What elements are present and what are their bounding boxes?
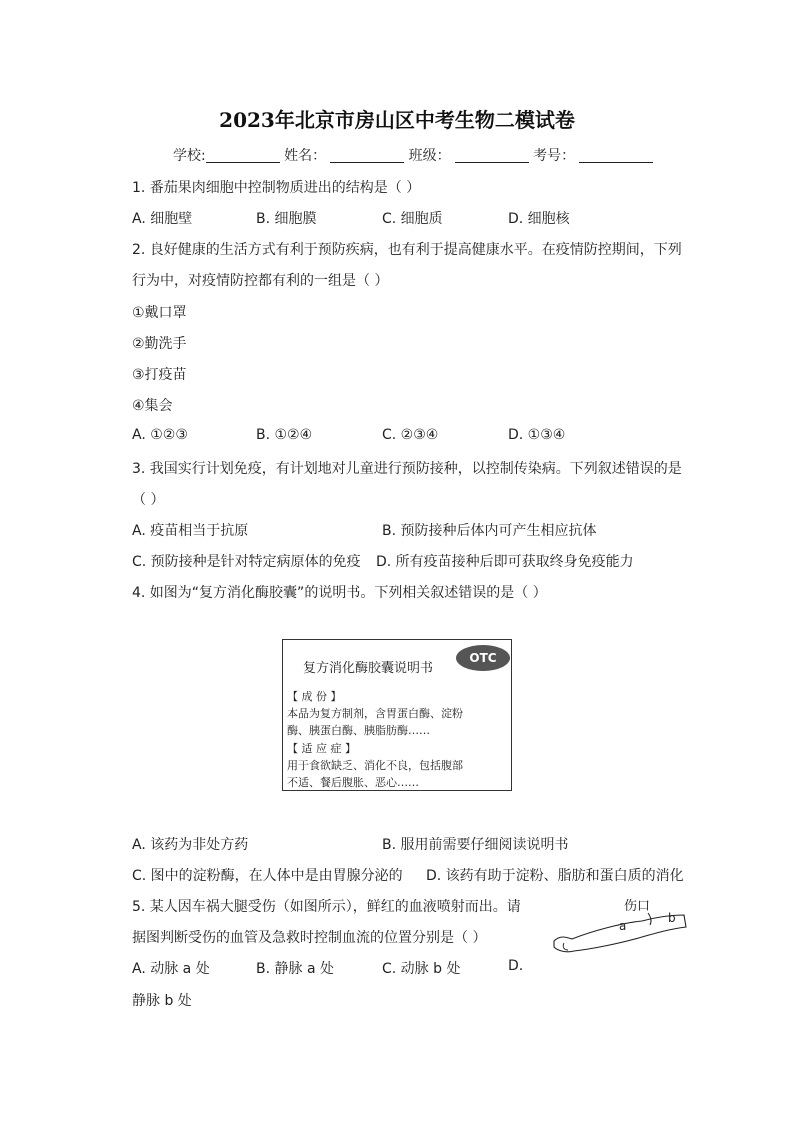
q4-option-d[interactable]: D. 该药有助于淀粉、脂肪和蛋白质的消化 [426, 868, 684, 884]
q5-option-a[interactable]: A. 动脉 a 处 [132, 961, 210, 977]
number-label: 考号： [533, 148, 576, 164]
q2-option-b[interactable]: B. ①②④ [256, 427, 313, 443]
question-5-stem-line2: 据图判断受伤的血管及急救时控制血流的位置分别是（ ） [132, 930, 487, 946]
school-label: 学校: [173, 148, 206, 164]
q4-option-c[interactable]: C. 图中的淀粉酶，在人体中是由胃腺分泌的 [132, 868, 403, 884]
instruction-line: 本品为复方制剂，含胃蛋白酶、淀粉 [287, 707, 463, 720]
q5-option-d-text[interactable]: 静脉 b 处 [132, 993, 192, 1009]
q2-item-1: ①戴口罩 [132, 305, 187, 321]
student-info-row [173, 145, 653, 165]
q4-option-a[interactable]: A. 该药为非处方药 [132, 837, 249, 853]
class-label: 班级： [408, 148, 451, 164]
q1-option-a[interactable]: A. 细胞壁 [132, 211, 193, 227]
instruction-line: 酶、胰蛋白酶、胰脂肪酶…… [287, 724, 430, 737]
question-2-stem-line1: 2. 良好健康的生活方式有利于预防疾病，也有利于提高健康水平。在疫情防控期间，下列 [132, 242, 682, 258]
class-blank[interactable] [455, 148, 529, 163]
q1-option-d[interactable]: D. 细胞核 [508, 211, 570, 227]
question-1-stem: 1. 番茄果肉细胞中控制物质进出的结构是（ ） [132, 180, 421, 196]
name-blank[interactable] [330, 148, 404, 163]
q5-option-d[interactable]: D. [508, 958, 524, 974]
q5-option-b[interactable]: B. 静脉 a 处 [256, 961, 334, 977]
instruction-line: 【 成 份 】 [287, 690, 342, 703]
question-3-stem-line2: （ ） [132, 492, 165, 508]
q2-option-a[interactable]: A. ①②③ [132, 427, 188, 443]
name-label: 姓名： [284, 148, 327, 164]
q3-option-c[interactable]: C. 预防接种是针对特定病原体的免疫 [132, 554, 361, 570]
point-b-label: b [668, 911, 676, 925]
q2-option-c[interactable]: C. ②③④ [382, 427, 439, 443]
question-5-stem-line1: 5. 某人因车祸大腿受伤（如图所示），鲜红的血液喷射而出。请 [132, 899, 521, 915]
point-a-label: a [619, 919, 627, 933]
page-title: 2023年北京市房山区中考生物二模试卷 [219, 108, 575, 132]
instruction-line: 【 适 应 症 】 [287, 742, 356, 755]
q3-option-d[interactable]: D. 所有疫苗接种后即可获取终身免疫能力 [376, 554, 634, 570]
q1-option-b[interactable]: B. 细胞膜 [256, 211, 317, 227]
wound-label: 伤口 [624, 899, 651, 914]
q2-item-3: ③打疫苗 [132, 367, 187, 383]
medicine-instruction-figure [282, 639, 512, 791]
q3-option-a[interactable]: A. 疫苗相当于抗原 [132, 523, 249, 539]
otc-badge: OTC [456, 645, 510, 671]
instruction-line: 不适、餐后腹胀、恶心…… [287, 776, 419, 789]
q2-option-d[interactable]: D. ①③④ [508, 427, 566, 443]
question-3-stem-line1: 3. 我国实行计划免疫，有计划地对儿童进行预防接种，以控制传染病。下列叙述错误的是 [132, 461, 682, 477]
school-blank[interactable] [206, 148, 280, 163]
question-2-stem-line2: 行为中，对疫情防控都有利的一组是（ ） [132, 273, 389, 289]
instruction-line: 用于食欲缺乏、消化不良，包括腹部 [287, 759, 463, 772]
question-4-stem: 4. 如图为“复方消化酶胶囊”的说明书。下列相关叙述错误的是（ ） [132, 585, 547, 601]
leg-wound-figure [552, 893, 692, 955]
q4-option-b[interactable]: B. 服用前需要仔细阅读说明书 [382, 837, 569, 853]
q5-option-c[interactable]: C. 动脉 b 处 [382, 961, 461, 977]
q3-option-b[interactable]: B. 预防接种后体内可产生相应抗体 [382, 523, 597, 539]
number-blank[interactable] [579, 148, 653, 163]
q2-item-2: ②勤洗手 [132, 336, 187, 352]
instruction-title: 复方消化酶胶囊说明书 [303, 661, 434, 676]
q2-item-4: ④集会 [132, 398, 173, 414]
q1-option-c[interactable]: C. 细胞质 [382, 211, 443, 227]
